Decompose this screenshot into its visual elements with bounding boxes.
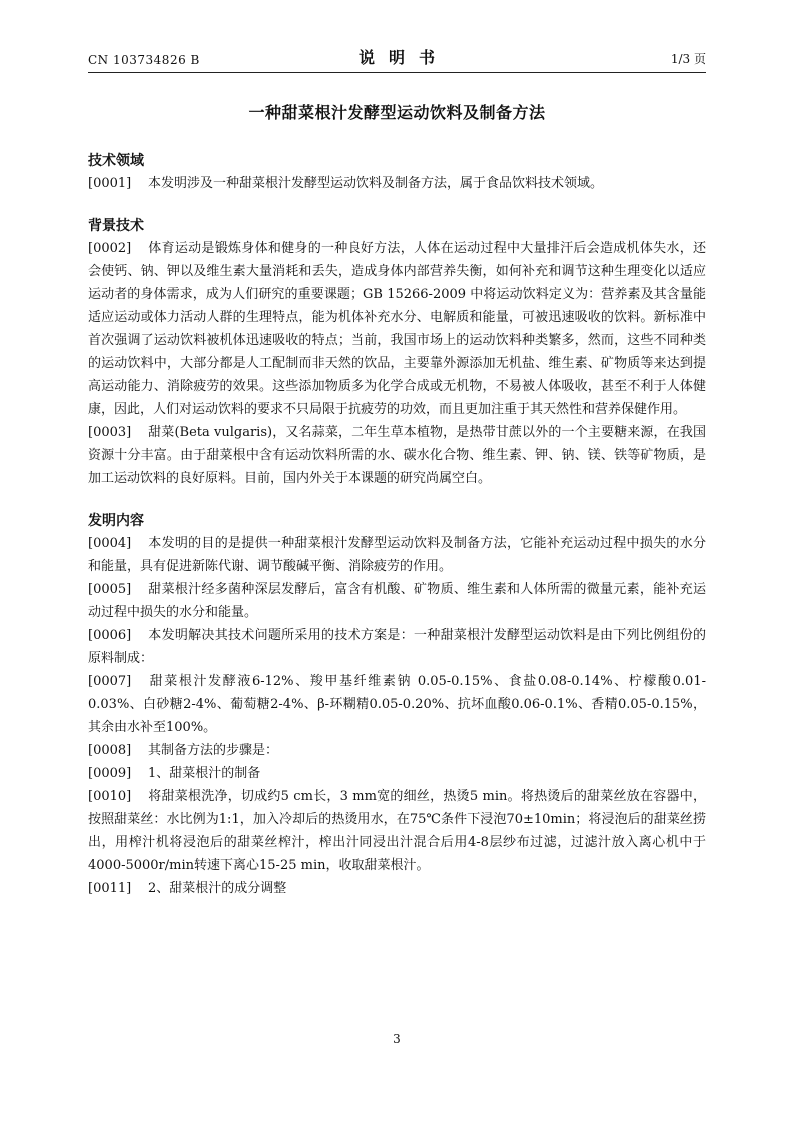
paragraph-0009 (88, 762, 706, 785)
paragraph-number: [0003] (88, 425, 132, 440)
document-title: 一种甜菜根汁发酵型运动饮料及制备方法 (248, 103, 546, 122)
page-number: 3 (393, 1032, 401, 1046)
paragraph-text: 本发明解决其技术问题所采用的技术方案是：一种甜菜根汁发酵型运动饮料是由下列比例组份的原料制成： (88, 628, 706, 666)
paragraph-text: 本发明的目的是提供一种甜菜根汁发酵型运动饮料及制备方法，它能补充运动过程中损失的水分和能量，具有促进新陈代谢、调节酸碱平衡、消除疲劳的作用。 (88, 536, 706, 574)
paragraph-0002 (88, 237, 706, 421)
paragraph-number: [0008] (88, 743, 132, 758)
paragraph-0008 (88, 739, 706, 762)
paragraph-text: 将甜菜根洗净，切成约5 cm长，3 mm宽的细丝，热烫5 min。将热烫后的甜菜丝放在容器中，按照甜菜丝：水比例为1:1，加入冷却后的热烫用水，在75℃条件下浸泡70±10min；将浸泡后的甜菜丝捞出，用榨汁机将浸泡后的甜菜丝榨汁，榨出汁同浸出汁混合后用4-8层纱布过滤，过滤汁放入离心机中于4000-5000r/min转速下离心15-25 min，收取甜菜根汁。 (88, 789, 706, 873)
page-of-total: 1/3 页 (670, 52, 706, 66)
paragraph-text: 体育运动是锻炼身体和健身的一种良好方法，人体在运动过程中大量排汗后会造成机体失水，还会使钙、钠、钾以及维生素大量消耗和丢失，造成身体内部营养失衡，如何补充和调节这种生理变化以适应运动者的身体需求，成为人们研究的重要课题；GB 15266-2009 中将运动饮料定义为：营养素及其含量能适应运动或体力活动人群的生理特点，能为机体补充水分、电解质和能量，可被迅速吸收的饮料。新标准中首次强调了运动饮料被机体迅速吸收的特点；当前，我国市场上的运动饮料种类繁多，然而，这些不同种类的运动饮料中，大部分都是人工配制而非天然的饮品，主要靠外源添加无机盐、维生素、矿物质等来达到提高运动能力、消除疲劳的效果。这些添加物质多为化学合成或无机物，不易被人体吸收，甚至不利于人体健康，因此，人们对运动饮料的要求不只局限于抗疲劳的功效，而且更加注重于其天然性和营养保健作用。 (88, 241, 706, 417)
paragraph-text: 本发明涉及一种甜菜根汁发酵型运动饮料及制备方法，属于食品饮料技术领域。 (148, 176, 604, 191)
paragraph-0001 (88, 172, 706, 195)
paragraph-number: [0005] (88, 582, 132, 597)
paragraph-text: 1、甜菜根汁的制备 (148, 766, 261, 781)
paragraph-text: 2、甜菜根汁的成分调整 (148, 881, 287, 896)
section-heading-tech-field: 技术领域 (88, 153, 144, 169)
paragraph-number: [0007] (88, 674, 132, 689)
paragraph-text: 甜菜(Beta vulgaris)，又名蒜菜，二年生草本植物，是热带甘蔗以外的一个主要糖来源，在我国资源十分丰富。由于甜菜根中含有运动饮料所需的水、碳水化合物、维生素、钾、钠、镁、铁等矿物质，是加工运动饮料的良好原料。目前，国内外关于本课题的研究尚属空白。 (88, 425, 706, 486)
paragraph-text: 甜菜根汁发酵液6-12%、羧甲基纤维素钠 0.05-0.15%、食盐0.08-0.14%、柠檬酸0.01-0.03%、白砂糖2-4%、葡萄糖2-4%、β-环糊精0.05-0.20%、抗坏血酸0.06-0.1%、香精0.05-0.15%，其余由水补至100%。 (88, 674, 706, 735)
paragraph-number: [0001] (88, 176, 132, 191)
paragraph-0006 (88, 624, 706, 670)
section-heading-background: 背景技术 (88, 218, 144, 234)
paragraph-number: [0009] (88, 766, 132, 781)
paragraph-0010 (88, 785, 706, 877)
paragraph-text: 甜菜根汁经多菌种深层发酵后，富含有机酸、矿物质、维生素和人体所需的微量元素，能补充运动过程中损失的水分和能量。 (88, 582, 706, 620)
paragraph-number: [0006] (88, 628, 132, 643)
paragraph-0003 (88, 421, 706, 490)
paragraph-number: [0002] (88, 241, 132, 256)
section-heading-invention: 发明内容 (88, 513, 144, 529)
paragraph-0004 (88, 532, 706, 578)
paragraph-text: 其制备方法的步骤是： (148, 743, 279, 758)
paragraph-number: [0011] (88, 881, 132, 896)
patent-number: CN 103734826 B (88, 53, 200, 67)
paragraph-number: [0010] (88, 789, 132, 804)
paragraph-0007 (88, 670, 706, 739)
document-type: 说明书 (358, 48, 449, 67)
document-body (88, 150, 706, 900)
paragraph-0005 (88, 578, 706, 624)
page-header (88, 44, 706, 73)
paragraph-number: [0004] (88, 536, 132, 551)
paragraph-0011 (88, 877, 706, 900)
